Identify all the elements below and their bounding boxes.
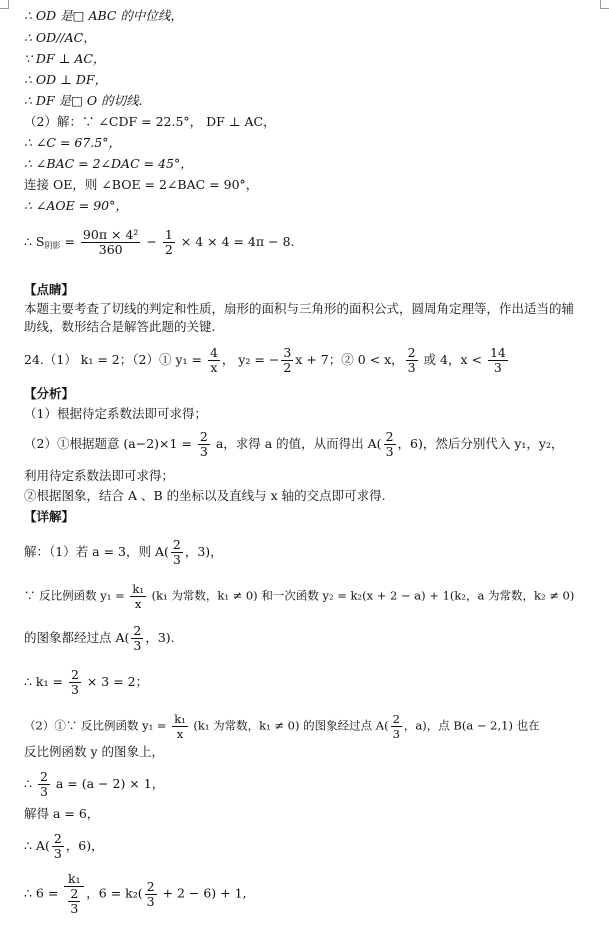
text-line: ∴ A( $\frac{2}{3}$ ，6)， — [24, 831, 104, 861]
fraction: $\frac{2}{3}$ — [70, 667, 79, 697]
answer-line: 24.（1） k₁ = 2；（2）① y₁ = $\frac{4}{x}$ ， y₂ = − $\frac{3}{2}$ x + 7；② 0 < x， $\frac{2}{3}$ 或 4，x < $\frac{14}{3}$ — [24, 345, 506, 375]
text-line: ∵ 反比例函数 y₁ = $\frac{\text{k₁}}{x}$ (k₁ 为常数，k₁ ≠ 0) 和一次函数 y₂ = k₂(x + 2 − a) + 1(k₂，a 为常数，k₂ ≠ 0) — [24, 582, 575, 611]
text-line: （1）根据待定系数法即可求得； — [24, 406, 207, 421]
fraction: $\frac{\text{k₁}}{\frac{2}{3}}$ — [64, 872, 84, 916]
text-line: 解：（1）若 a = 3，则 A( $\frac{2}{3}$ ，3)， — [24, 537, 223, 567]
text-line: ∴ k₁ = $\frac{2}{3}$ × 3 = 2； — [24, 667, 149, 697]
fraction: $\frac{2}{3}$ — [39, 769, 48, 799]
text-line: ∴ OD ⊥ DF， — [24, 72, 108, 87]
paragraph: 本题主要考查了切线的判定和性质，扇形的面积与三角形的面积公式，圆周角定理等，作出适当的辅助线，数形结合是解答此题的关键. — [24, 301, 575, 334]
page-corner-mark — [600, 0, 609, 9]
fraction: $\frac{2}{3}$ — [133, 623, 142, 653]
text-line: ∴ OD 是□ ABC 的中位线， — [24, 8, 183, 23]
fraction: $\frac{2}{3}$ — [199, 429, 208, 459]
fraction: $\frac{\text{90π × 4²}}{360}$ — [82, 227, 139, 257]
text-line: ∴ DF 是□ O 的切线. — [24, 93, 143, 108]
fraction: $\frac{2}{3}$ — [53, 831, 62, 861]
text-line: 的图象都经过点 A( $\frac{2}{3}$ ，3). — [24, 623, 175, 653]
fraction: $\frac{2}{3}$ — [172, 537, 181, 567]
fraction: $\frac{\text{k₁}}{x}$ — [132, 582, 144, 611]
fraction: $\frac{2}{3}$ — [392, 712, 400, 741]
text-line: ∴ 6 = $\frac{\text{k₁}}{\frac{2}{3}}$ ，6 = k₂( $\frac{2}{3}$ + 2 − 6) + 1, — [24, 871, 247, 916]
text-line: （2）①∵ 反比例函数 y₁ = $\frac{\text{k₁}}{x}$ (k₁ 为常数，k₁ ≠ 0) 的图象经过点 A( $\frac{2}{3}$ ，a)，点 B(a − 2,1) 也在 — [24, 712, 540, 741]
text-line: 连接 OE，则 ∠BOE = 2∠BAC = 90°， — [24, 177, 259, 192]
fraction: $\frac{4}{x}$ — [209, 345, 218, 375]
text-line: 利用待定系数法即可求得； — [24, 468, 175, 483]
page-corner-mark — [0, 0, 9, 9]
text-line: ∴ $\frac{2}{3}$ a = (a − 2) × 1， — [24, 769, 165, 799]
text-line: 反比例函数 y 的图象上， — [24, 744, 165, 759]
text-line: ∵ DF ⊥ AC， — [24, 51, 106, 66]
text-line: ∴ OD//AC， — [24, 30, 96, 45]
text-line: （2）解：∵ ∠CDF = 22.5°， DF ⊥ AC， — [24, 114, 276, 129]
fraction: $\frac{2}{3}$ — [146, 878, 155, 909]
text-line: ②根据图象，结合 A 、B 的坐标以及直线与 x 轴的交点即可求得. — [24, 488, 386, 503]
fraction: $\frac{2}{3}$ — [385, 429, 394, 459]
section-heading: 【详解】 — [24, 509, 75, 524]
section-heading: 【点睛】 — [24, 282, 75, 297]
section-heading: 【分析】 — [24, 386, 75, 401]
fraction: $\frac{2}{3}$ — [407, 345, 416, 375]
text-line: （2）①根据题意 (a−2)×1 = $\frac{2}{3}$ a，求得 a 的值，从而得出 A( $\frac{2}{3}$ ，6)，然后分别代入 y₁，y₂， — [24, 429, 564, 459]
fraction: $\frac{2}{3}$ — [70, 886, 79, 916]
text-line: ∴ ∠BAC = 2∠DAC = 45°， — [24, 156, 193, 171]
fraction: $\frac{\text{k₁}}{x}$ — [174, 712, 186, 741]
text-line: 解得 a = 6， — [24, 806, 100, 821]
text-line: ∴ ∠AOE = 90°， — [24, 198, 128, 213]
fraction: $\frac{3}{2}$ — [283, 345, 292, 375]
fraction: $\frac{14}{3}$ — [489, 345, 506, 375]
area-formula: ∴ $S_{阴影}$ = $\frac{\text{90π × 4²}}{360}$ − $\frac{1}{2}$ × 4 × 4 = 4π − 8. — [24, 227, 295, 257]
fraction: $\frac{1}{2}$ — [164, 227, 173, 257]
text-line: ∴ ∠C = 67.5°， — [24, 135, 121, 150]
